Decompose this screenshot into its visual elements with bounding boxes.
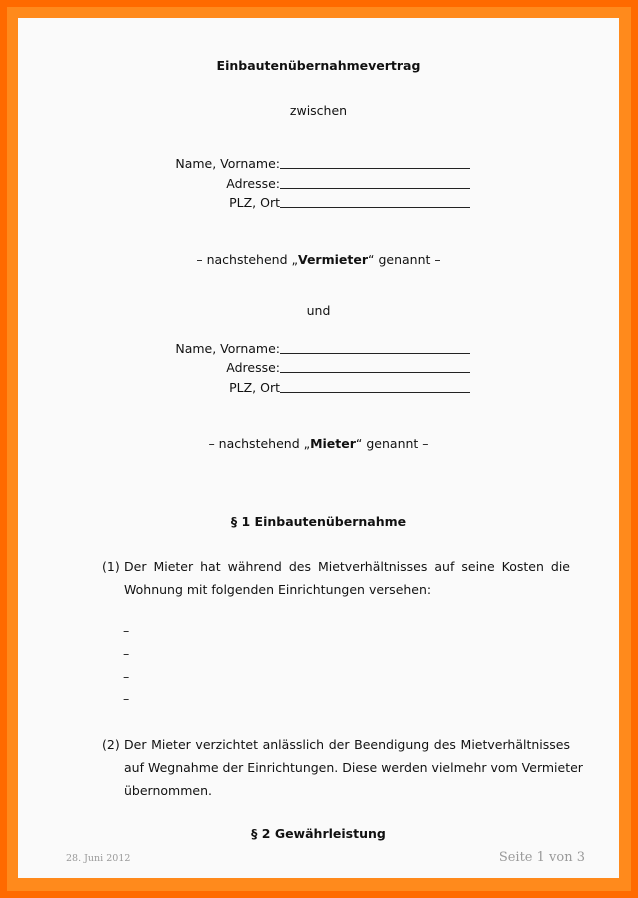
- blank-line: [280, 188, 470, 189]
- paragraph-number: (1): [102, 559, 120, 574]
- tenant-role-text: [18, 436, 619, 452]
- blank-line: [280, 372, 470, 373]
- and-text: und: [306, 303, 331, 318]
- landlord-name-field: [18, 156, 619, 174]
- landlord-role-text: [18, 252, 619, 268]
- list-item: –: [123, 669, 130, 684]
- blank-line: [280, 207, 470, 208]
- field-label: PLZ, Ort: [229, 195, 280, 210]
- role-prefix: – nachstehend „: [208, 436, 311, 451]
- footer-date: 28. Juni 2012: [66, 853, 131, 864]
- role-suffix: “ genannt –: [355, 436, 429, 451]
- paragraph-number: (2): [102, 737, 120, 752]
- between-text: zwischen: [289, 103, 348, 118]
- role-suffix: “ genannt –: [368, 252, 441, 267]
- section-1-heading: § 1 Einbautenübernahme: [230, 514, 407, 529]
- paragraph-line: auf Wegnahme der Einrichtungen. Diese werden vielmehr vom Vermieter: [124, 760, 583, 775]
- document-title: Einbautenübernahmevertrag: [216, 58, 421, 73]
- tenant-city-field: [18, 380, 619, 398]
- paragraph-line: Der Mieter verzichtet anlässlich der Beendigung des Mietverhältnisses: [124, 737, 570, 752]
- paragraph-text: [124, 733, 583, 802]
- blank-line: [280, 392, 470, 393]
- document-page: [18, 18, 619, 878]
- field-label: Name, Vorname:: [175, 341, 280, 356]
- blank-line: [280, 353, 470, 354]
- role-prefix: – nachstehend „: [196, 252, 298, 267]
- list-item: –: [123, 623, 130, 638]
- field-label: Adresse:: [226, 360, 280, 375]
- blank-line: [280, 168, 470, 169]
- list-item: –: [123, 691, 130, 706]
- field-label: PLZ, Ort: [229, 380, 280, 395]
- tenant-name-field: [18, 341, 619, 359]
- field-label: Adresse:: [226, 176, 280, 191]
- role-name: Mieter: [310, 436, 356, 451]
- tenant-address-field: [18, 360, 619, 378]
- section-2-heading: § 2 Gewährleistung: [251, 826, 386, 841]
- paragraph-line: übernommen.: [124, 783, 212, 798]
- paragraph-line: Der Mieter hat während des Mietverhältnisses auf seine Kosten die: [124, 559, 570, 574]
- role-name: Vermieter: [297, 252, 369, 267]
- paragraph-line: Wohnung mit folgenden Einrichtungen versehen:: [124, 582, 432, 597]
- landlord-city-field: [18, 195, 619, 213]
- field-label: Name, Vorname:: [175, 156, 280, 171]
- list-item: –: [123, 646, 130, 661]
- landlord-address-field: [18, 176, 619, 194]
- footer-page-number: Seite 1 von 3: [498, 850, 585, 865]
- paragraph-text: [124, 555, 570, 601]
